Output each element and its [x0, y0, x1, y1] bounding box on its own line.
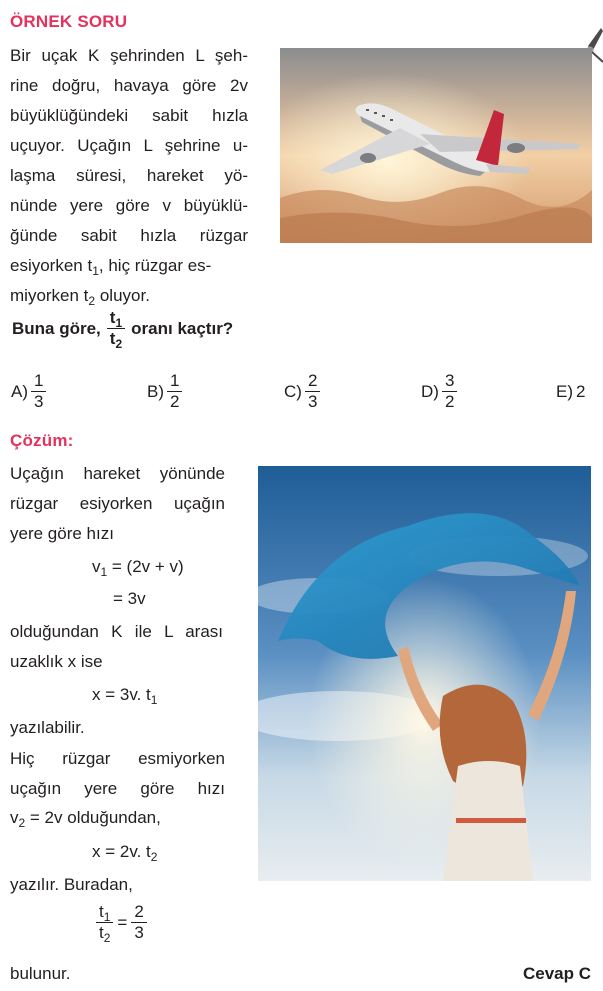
solution-line: Hiç rüzgar esmiyorken: [10, 749, 225, 768]
question-prompt-pre: Buna göre,: [12, 318, 101, 338]
question-line: nünde yere göre v büyüklü-: [10, 196, 248, 215]
question-line: rine doğru, havaya göre 2v: [10, 76, 248, 95]
choice-c[interactable]: C) $\frac{2}{3}$: [284, 372, 320, 411]
equation-v1-result: = 3v: [113, 589, 146, 608]
final-ratio-right: $\frac{2}{3}$: [131, 903, 146, 942]
choice-a[interactable]: A) $\frac{1}{3}$: [11, 372, 46, 411]
question-line: Bir uçak K şehrinden L şeh-: [10, 46, 248, 65]
question-line: miyorken $t_2$ oluyor.: [10, 286, 150, 308]
question-line: büyüklüğündeki sabit hızla: [10, 106, 248, 125]
equation-x2: x = 2v. $t_2$: [92, 842, 158, 864]
solution-line: yazılır. Buradan,: [10, 875, 133, 894]
solution-line: Uçağın hareket yönünde: [10, 464, 225, 483]
example-heading: ÖRNEK SORU: [10, 12, 128, 31]
solution-line: olduğundan K ile L arası: [10, 622, 223, 641]
question-prompt: [12, 308, 234, 351]
choice-b[interactable]: B) $\frac{1}{2}$: [147, 372, 182, 411]
question-line: esiyorken $t_1$, hiç rüzgar es-: [10, 256, 212, 278]
solution-line: $v_2 = 2v$ olduğundan,: [10, 808, 161, 830]
airplane-photo: [280, 48, 592, 243]
final-ratio: $\frac{t_1}{t_2}$ = $\frac{2}{3}$: [96, 903, 147, 942]
solution-line: yere göre hızı: [10, 524, 114, 543]
question-line: laşma süresi, hareket yö-: [10, 166, 248, 185]
final-ratio-left: $\frac{t_1}{t_2}$: [96, 903, 113, 942]
solution-heading: Çözüm:: [10, 431, 74, 450]
equation-v1: $v_1 = (2v + v)$: [92, 557, 184, 579]
ratio-fraction: $\frac{t_1}{t_2}$: [107, 309, 125, 348]
question-prompt-post: oranı kaçtır?: [131, 318, 234, 338]
equation-x1: x = 3v. $t_1$: [92, 685, 158, 707]
solution-line: bulunur.: [10, 964, 71, 983]
answer-label: Cevap C: [522, 964, 591, 983]
question-line: uçuyor. Uçağın L şehrine u-: [10, 136, 248, 155]
solution-line: rüzgar esiyorken uçağın: [10, 494, 225, 513]
choice-d[interactable]: D) $\frac{3}{2}$: [421, 372, 457, 411]
solution-line: uçağın yere göre hızı: [10, 779, 225, 798]
solution-line: uzaklık x ise: [10, 652, 103, 671]
question-line: ğünde sabit hızla rüzgar: [10, 226, 248, 245]
choice-e[interactable]: E) 2: [556, 382, 586, 401]
solution-line: yazılabilir.: [10, 718, 85, 737]
woman-scarf-photo: [258, 466, 591, 881]
